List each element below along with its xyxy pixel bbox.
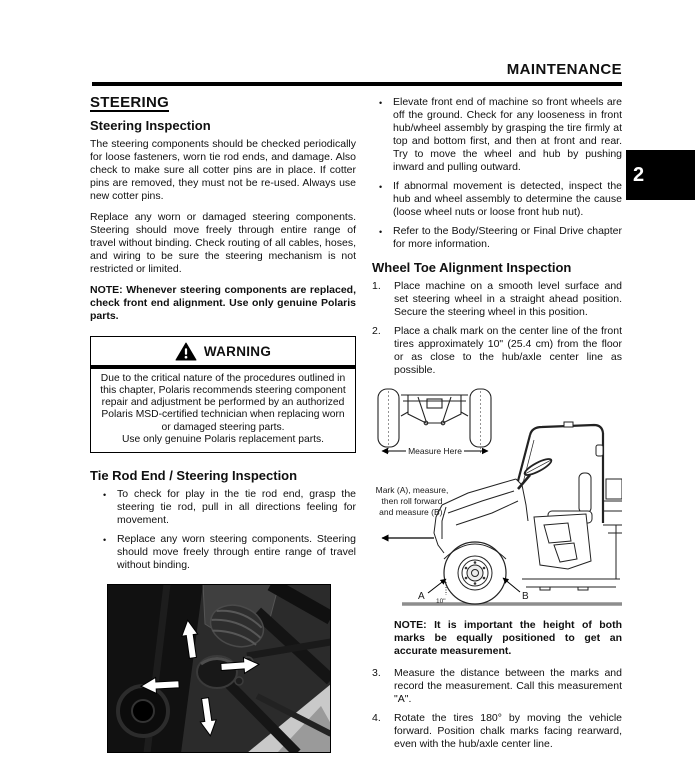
section-title-steering: STEERING <box>90 94 170 111</box>
steering-note: NOTE: Whenever steering components are replaced, check front end alignment. Use only genuine Polaris parts. <box>90 284 356 322</box>
tierod-bullet-2: • Replace any worn steering components. Steering should move freely through entire range of travel without binding. <box>103 533 356 572</box>
mark-caption-line3: and measure (B). <box>379 507 445 517</box>
tierod-bullet-1: • To check for play in the tie rod end, grasp the steering tie rod, pull in all directions feeling for movement. <box>103 488 356 527</box>
bullet-marker: • <box>379 227 383 237</box>
label-a: A <box>418 591 425 602</box>
heading-steering-inspection: Steering Inspection <box>90 118 211 133</box>
warning-box-header <box>91 337 355 365</box>
bullet-marker: • <box>379 98 383 108</box>
warning-body <box>91 369 355 453</box>
steering-paragraph-1: The steering components should be checked periodically for loose fasteners, worn tie rod ends, and damage. Also check to make sure all cotter pins are in place. If cotter pins are removed, they must not be re-used. Always use new cotter pins. <box>90 138 356 202</box>
wheel-toe-step-3: 3. Measure the distance between the marks and record the measurement. Call this measurement "A". <box>372 667 622 705</box>
hub-bullet-3: • Refer to the Body/Steering or Final Drive chapter for more information. <box>379 225 622 250</box>
warning-label: WARNING <box>203 344 272 359</box>
header-rule <box>92 82 622 86</box>
toe-alignment-diagram-image <box>372 383 622 611</box>
mark-caption-line1: Mark (A), measure, <box>375 485 449 495</box>
hub-bullet-1: • Elevate front end of machine so front wheels are off the ground. Check for any looseness in front hub/wheel assembly by grasping the tire firmly at top and bottom first, and then at front and rear. Try to move the wheel and hub by pushing inward and pulling outward. <box>379 96 622 173</box>
warning-box <box>90 336 356 453</box>
warning-body-text: Due to the critical nature of the procedures outlined in this chapter, Polaris recommends steering component repair and adjustment be performed by an authorized Polaris MSD-certified technician when replacing worn or damaged steering parts. <box>100 372 346 433</box>
page-header-title: MAINTENANCE <box>506 61 622 78</box>
heading-wheel-toe: Wheel Toe Alignment Inspection <box>372 260 572 275</box>
warning-triangle-icon <box>175 342 197 361</box>
left-column <box>90 96 356 753</box>
hub-bullet-2: • If abnormal movement is detected, inspect the hub and wheel assembly to determine the cause (loose wheel nuts or loose front hub nut). <box>379 180 622 218</box>
chapter-tab-number: 2 <box>633 163 645 186</box>
bullet-marker: • <box>103 535 107 546</box>
label-10-inches: 10" <box>436 598 446 605</box>
chapter-tab <box>626 150 695 200</box>
right-column <box>372 96 622 757</box>
steering-paragraph-2: Replace any worn or damaged steering components. Steering should move freely through entire range of travel without binding. Check routing of all cables, hoses, and wiring to be sure the steering mechanism is not restricted or limited. <box>90 211 356 275</box>
bullet-marker: • <box>379 182 383 192</box>
wheel-toe-step-2: 2. Place a chalk mark on the center line of the front tires approximately 10" (25.4 cm) from the floor or as close to the hub/axle center line as possible. <box>372 325 622 376</box>
tie-rod-photo <box>107 584 356 753</box>
wheel-toe-step-4: 4. Rotate the tires 180° by moving the vehicle forward. Position chalk marks facing rearward, even with the hub/axle center line. <box>372 712 622 750</box>
wheel-toe-step-1: 1. Place machine on a smooth level surface and set steering wheel in a straight ahead position. Secure the steering wheel in this position. <box>372 280 622 318</box>
toe-alignment-diagram <box>372 383 622 611</box>
measure-here-label: Measure Here <box>408 446 462 456</box>
front-view-drawing <box>378 389 491 453</box>
heading-tie-rod: Tie Rod End / Steering Inspection <box>90 468 298 484</box>
mark-caption-line2: then roll forward <box>381 496 443 506</box>
warning-body-text-2: Use only genuine Polaris replacement parts. <box>121 433 325 445</box>
label-b: B <box>522 591 529 602</box>
wheel-toe-note: NOTE: It is important the height of both marks be equally positioned to get an accurate measurement. <box>394 619 622 657</box>
tie-rod-photo-image <box>107 584 331 753</box>
bullet-marker: • <box>103 490 107 501</box>
